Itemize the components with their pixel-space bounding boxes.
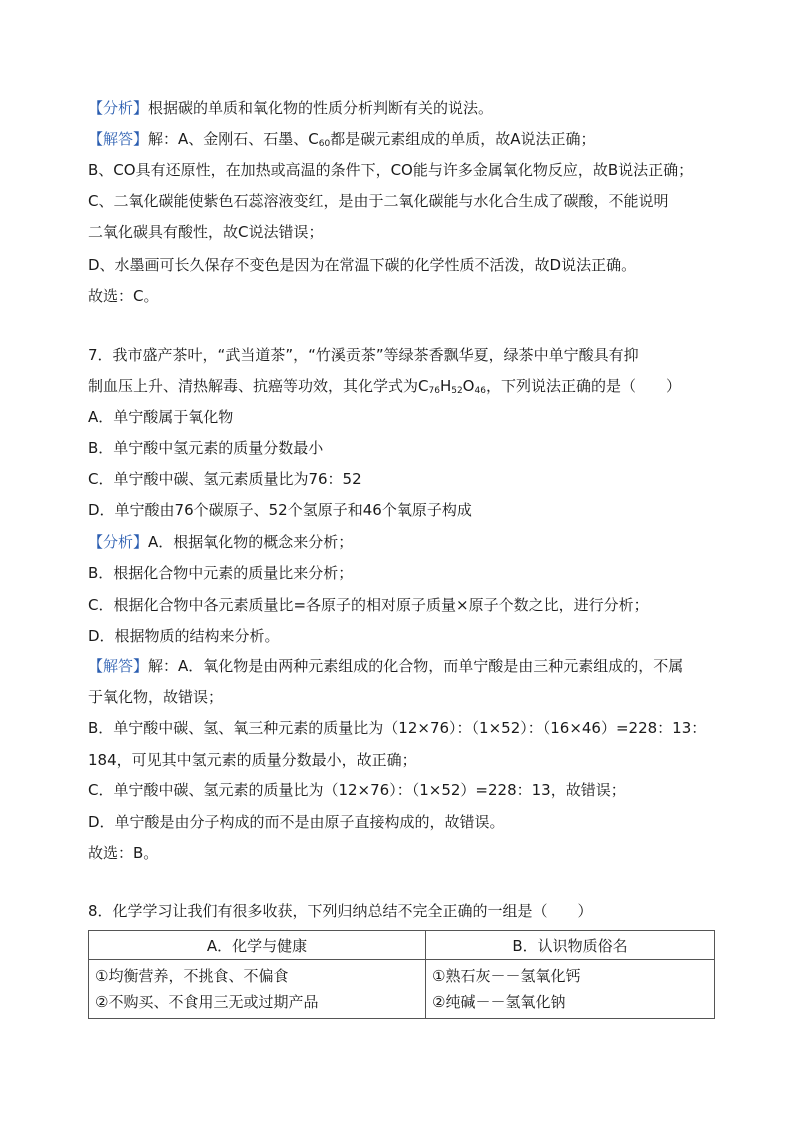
q7-option-d: D．单宁酸由76个碳原子、52个氢原子和46个氧原子构成	[88, 501, 472, 519]
table-cell-a	[89, 960, 426, 1019]
stem-text: ，下列说法正确的是（ ）	[485, 377, 681, 395]
subscript: 76	[428, 386, 440, 396]
table-header-row	[89, 931, 715, 960]
q6-choice: 故选：C。	[88, 287, 159, 305]
q7-stem-line1: 7．我市盛产茶叶，“武当道茶”，“竹溪贡茶”等绿茶香飘华夏，绿茶中单宁酸具有抑	[88, 346, 639, 364]
subscript: 52	[451, 386, 463, 396]
q7-analysis-d: D．根据物质的结构来分析。	[88, 627, 280, 645]
q8-stem: 8．化学学习让我们有很多收获，下列归纳总结不完全正确的一组是（ ）	[88, 902, 593, 920]
subscript: 46	[474, 386, 486, 396]
answer-tag: 【解答】	[88, 657, 149, 675]
list-item: ①均衡营养，不挑食、不偏食	[95, 967, 289, 985]
q7-option-c: C．单宁酸中碳、氢元素质量比为76：52	[88, 470, 362, 488]
q6-analysis	[88, 98, 493, 118]
q6-answer-d: D、水墨画可长久保存不变色是因为在常温下碳的化学性质不活泼，故D说法正确。	[88, 256, 637, 274]
q6-answer-c-line2: 二氧化碳具有酸性，故C说法错误；	[88, 223, 324, 241]
answer-text: 都是碳元素组成的单质，故A说法正确；	[330, 130, 596, 148]
q7-analysis-c: C．根据化合物中各元素质量比=各原子的相对原子质量×原子个数之比，进行分析；	[88, 596, 649, 614]
analysis-tag: 【分析】	[88, 99, 149, 117]
q8-options-table	[88, 930, 715, 1019]
table-header-b: B．认识物质俗名	[426, 931, 715, 960]
subscript: 60	[318, 139, 331, 149]
table-row	[89, 960, 715, 1019]
q7-answer-d: D．单宁酸是由分子构成的而不是由原子直接构成的，故错误。	[88, 813, 505, 831]
q7-option-b: B．单宁酸中氢元素的质量分数最小	[88, 439, 324, 457]
formula-element: H	[439, 377, 452, 395]
q6-answer-a	[88, 129, 595, 149]
list-item: ①熟石灰－－氢氧化钙	[432, 967, 581, 985]
analysis-text: A．根据氧化物的概念来分析；	[148, 533, 354, 551]
answer-text: 解：A．氧化物是由两种元素组成的化合物，而单宁酸是由三种元素组成的，不属	[148, 657, 684, 675]
list-item: ②纯碱－－氢氧化钠	[432, 993, 566, 1011]
q6-answer-b: B、CO具有还原性，在加热或高温的条件下，CO能与许多金属氧化物反应，故B说法正确；	[88, 161, 694, 179]
analysis-text: 根据碳的单质和氧化物的性质分析判断有关的说法。	[148, 99, 494, 117]
q7-answer-a-line1	[88, 656, 683, 676]
q7-answer-c: C．单宁酸中碳、氢元素的质量比为（12×76）：（1×52）=228：13，故错误；	[88, 781, 626, 799]
q7-answer-b-line1: B．单宁酸中碳、氢、氧三种元素的质量比为（12×76）：（1×52）：（16×46）=228：13：	[88, 719, 707, 737]
q7-option-a: A．单宁酸属于氧化物	[88, 408, 234, 426]
table-header-a: A．化学与健康	[89, 931, 426, 960]
q7-analysis-a	[88, 532, 353, 552]
q7-answer-a-line2: 于氧化物，故错误；	[88, 688, 224, 706]
answer-tag: 【解答】	[88, 130, 149, 148]
q7-choice: 故选：B。	[88, 844, 159, 862]
formula-element: O	[462, 377, 475, 395]
q7-stem-line2	[88, 376, 681, 396]
q7-answer-b-line2: 184，可见其中氢元素的质量分数最小，故正确；	[88, 751, 417, 769]
list-item: ②不购买、不食用三无或过期产品	[95, 993, 319, 1011]
answer-text: 解：A、金刚石、石墨、C	[148, 130, 319, 148]
q7-analysis-b: B．根据化合物中元素的质量比来分析；	[88, 564, 354, 582]
stem-text: 制血压上升、清热解毒、抗癌等功效，其化学式为C	[88, 377, 429, 395]
analysis-tag: 【分析】	[88, 533, 149, 551]
q6-answer-c-line1: C、二氧化碳能使紫色石蕊溶液变红，是由于二氧化碳能与水化合生成了碳酸，不能说明	[88, 192, 669, 210]
table-cell-b	[426, 960, 715, 1019]
